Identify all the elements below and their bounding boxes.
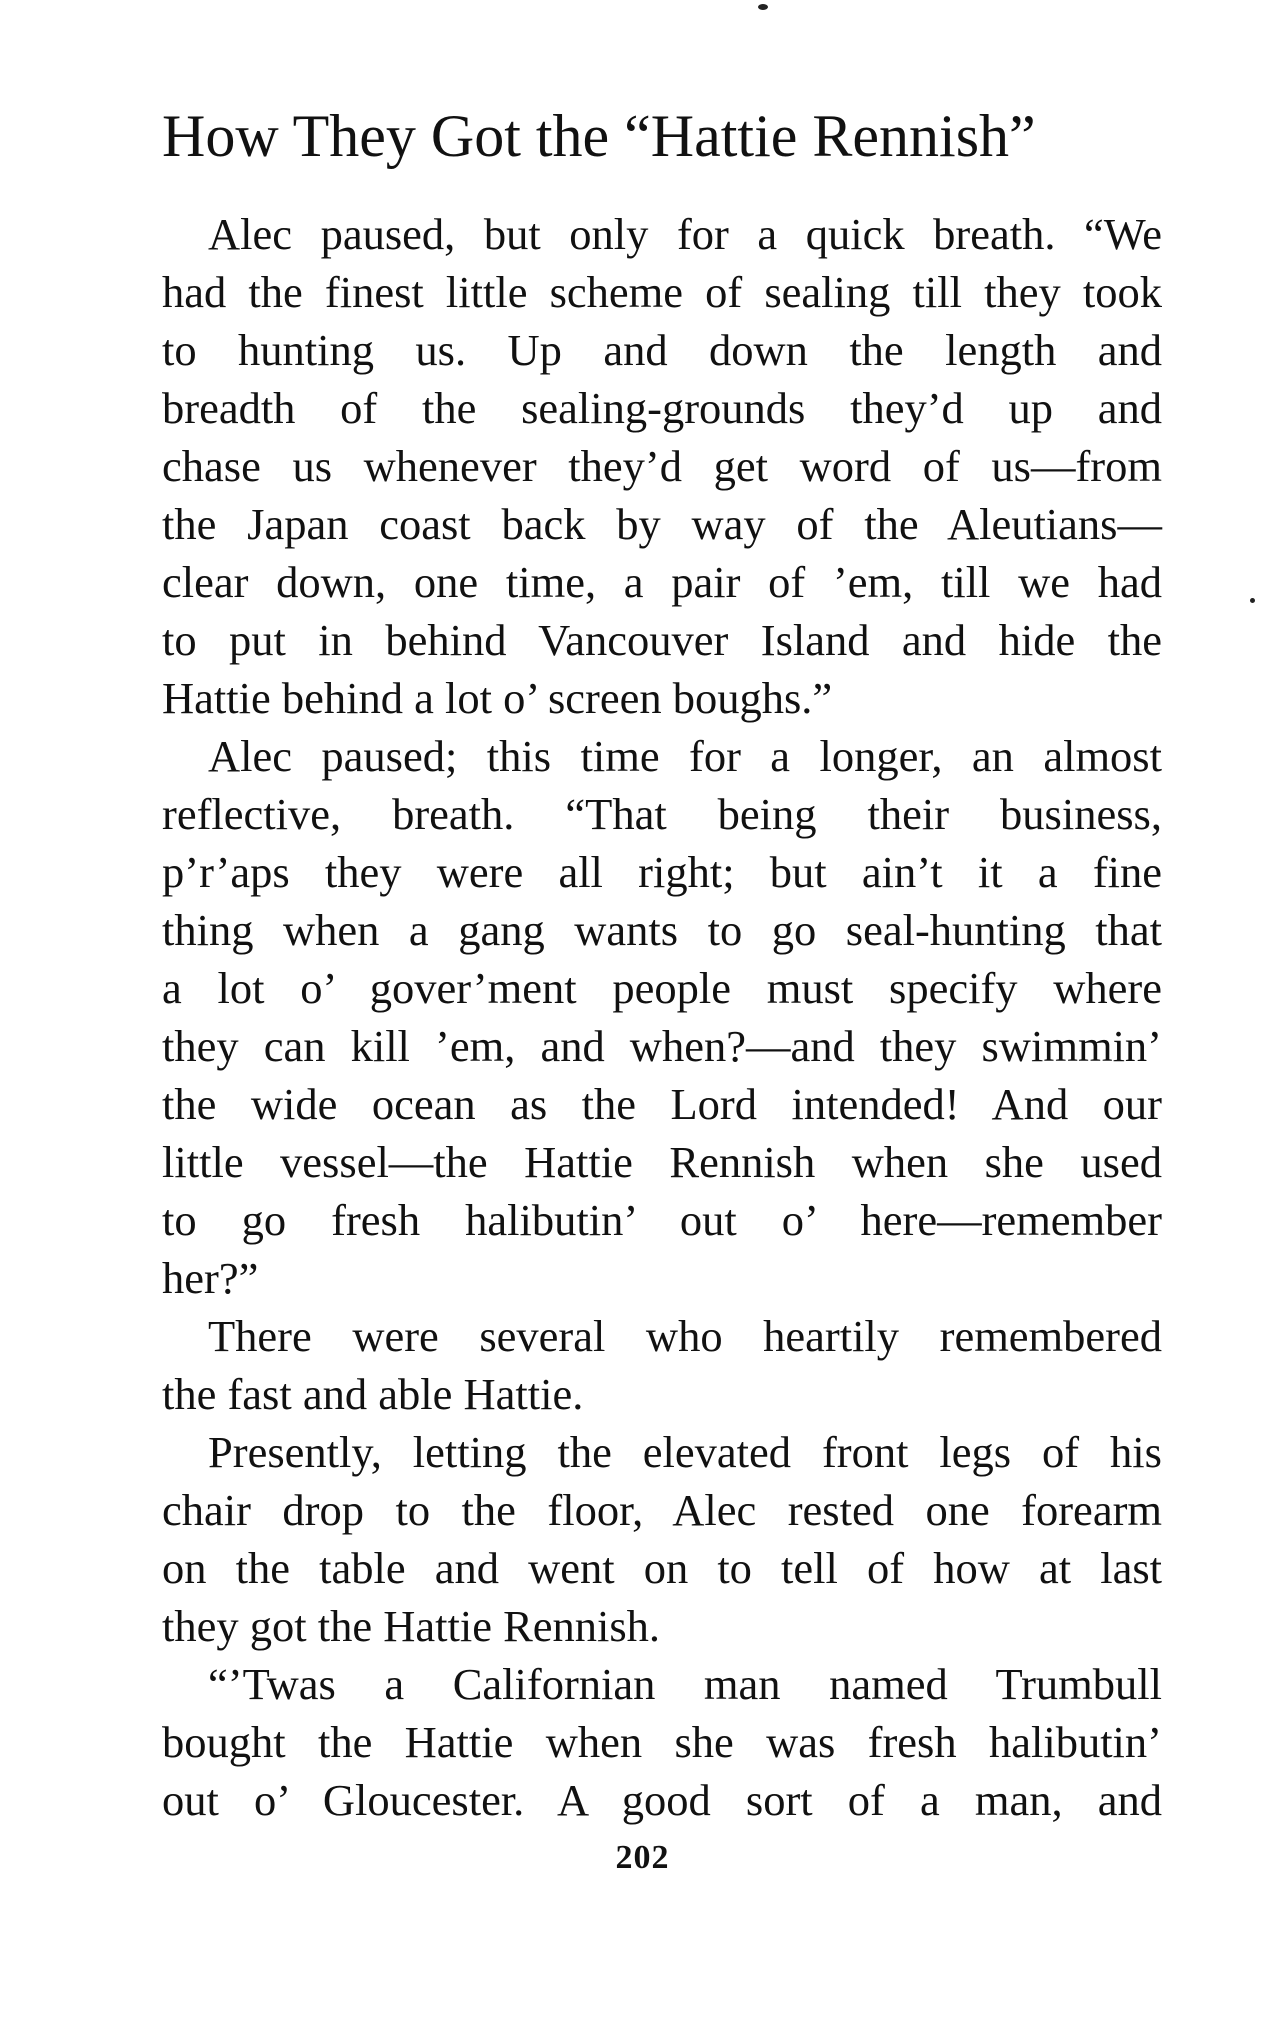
text-line: Alec paused, but only for a quick breath. “We (208, 209, 1162, 259)
text-line: chase us whenever they’d get word of us—from (162, 441, 1162, 491)
text-line: they got the Hattie Rennish. (162, 1601, 661, 1651)
text-line: the wide ocean as the Lord intended! And our (162, 1079, 1162, 1129)
text-line: bought the Hattie when she was fresh halibutin’ (162, 1717, 1162, 1767)
text-line: a lot o’ gover’ment people must specify where (162, 963, 1162, 1013)
text-line: little vessel—the Hattie Rennish when she used (162, 1137, 1162, 1187)
paragraph-2 (162, 727, 1162, 1307)
text-line: they can kill ’em, and when?—and they swimmin’ (162, 1021, 1162, 1071)
text-line: thing when a gang wants to go seal-hunting that (162, 905, 1162, 955)
text-line: to hunting us. Up and down the length and (162, 325, 1162, 375)
text-line: the Japan coast back by way of the Aleutians— (162, 499, 1162, 549)
text-line: had the finest little scheme of sealing till they took (162, 267, 1162, 317)
text-line: on the table and went on to tell of how at last (162, 1543, 1162, 1593)
text-line: to put in behind Vancouver Island and hide the (162, 615, 1162, 665)
text-line: clear down, one time, a pair of ’em, till we had (162, 557, 1162, 607)
ink-speck (758, 4, 768, 10)
text-line: to go fresh halibutin’ out o’ here—remember (162, 1195, 1162, 1245)
text-line: p’r’aps they were all right; but ain’t it a fine (162, 847, 1162, 897)
page-number: 202 (615, 1839, 670, 1876)
text-line: the fast and able Hattie. (162, 1369, 584, 1419)
paragraph-5 (162, 1655, 1162, 1829)
text-line: reflective, breath. “That being their business, (162, 789, 1162, 839)
text-line: breadth of the sealing-grounds they’d up and (162, 383, 1162, 433)
text-line: Alec paused; this time for a longer, an almost (208, 731, 1162, 781)
text-line: chair drop to the floor, Alec rested one forearm (162, 1485, 1162, 1535)
text-line: out o’ Gloucester. A good sort of a man, and (162, 1775, 1162, 1825)
text-line: Hattie behind a lot o’ screen boughs.” (162, 673, 833, 723)
text-line: There were several who heartily remembered (208, 1311, 1162, 1361)
text-line: her?” (162, 1253, 259, 1303)
text-line: Presently, letting the elevated front legs of his (208, 1427, 1162, 1477)
body-text (162, 205, 1162, 1829)
paragraph-1 (162, 205, 1162, 727)
text-line: “’Twas a Californian man named Trumbull (208, 1659, 1162, 1709)
page-title: How They Got the “Hattie Rennish” (162, 103, 1036, 169)
ink-speck (1250, 598, 1255, 603)
paragraph-3 (162, 1307, 1162, 1423)
paragraph-4 (162, 1423, 1162, 1655)
